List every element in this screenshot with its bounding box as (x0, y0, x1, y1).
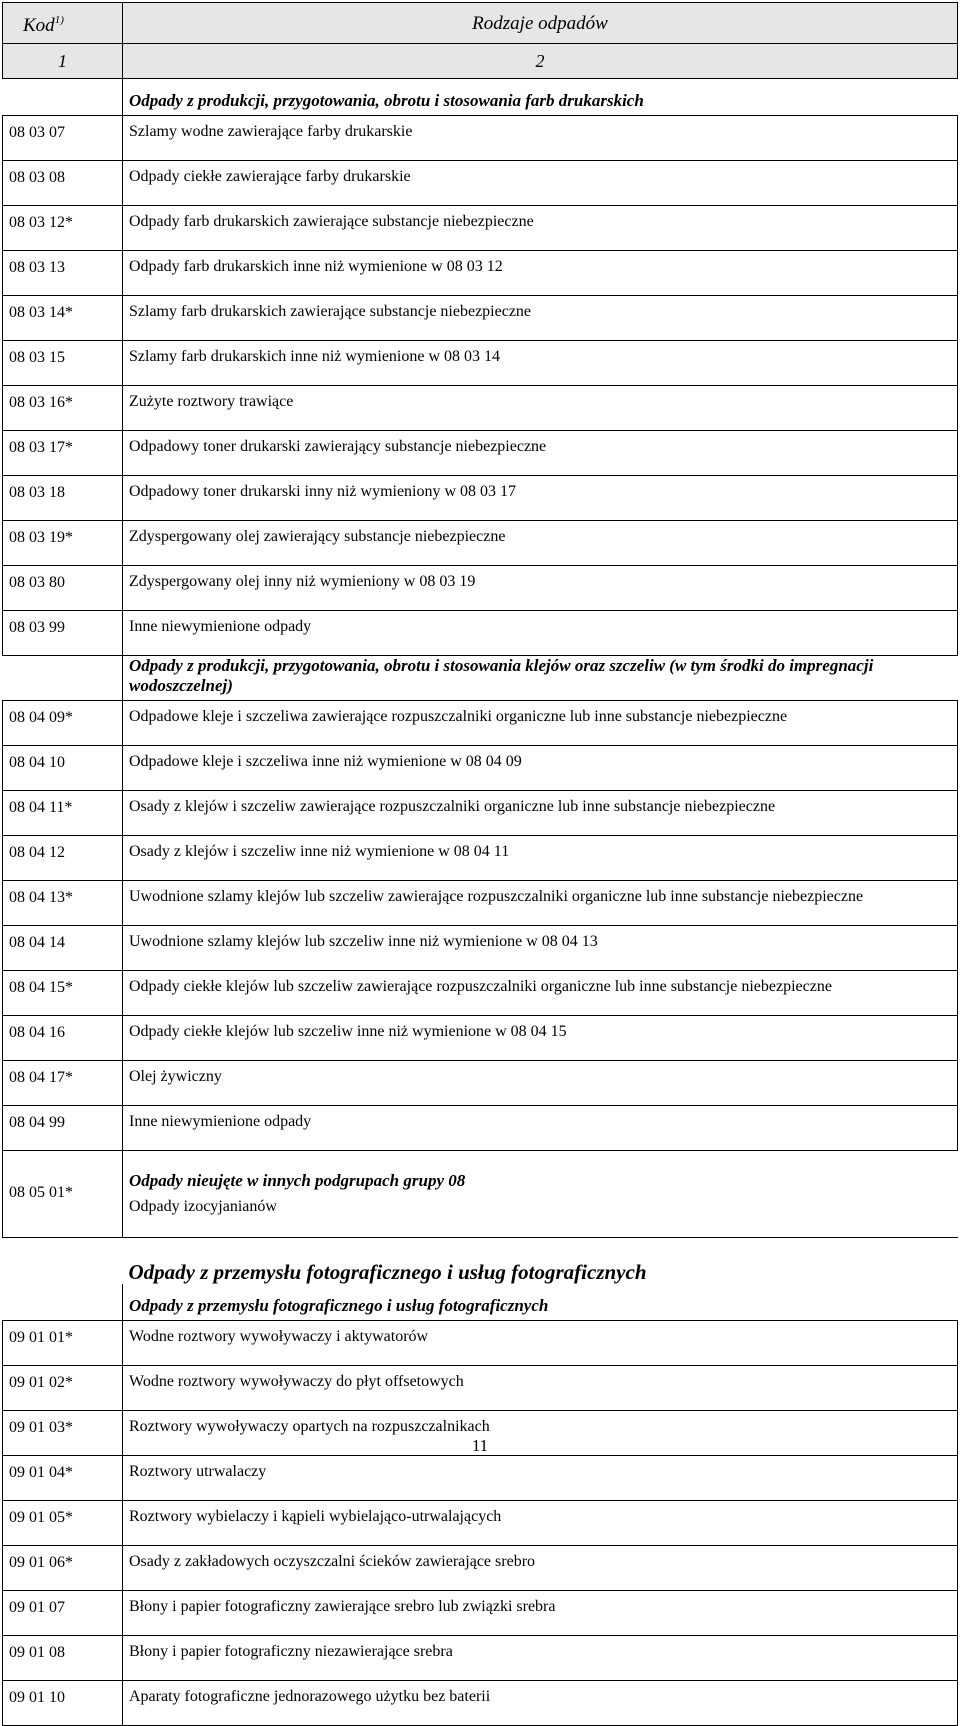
waste-description: Zdyspergowany olej zawierający substancje niebezpieczne (123, 521, 958, 566)
waste-description: Zdyspergowany olej inny niż wymieniony w 08 03 19 (123, 566, 958, 611)
table-row (3, 1681, 958, 1726)
waste-description: Olej żywiczny (123, 1061, 958, 1106)
waste-code: 08 04 12 (3, 836, 123, 881)
heading-spacer (3, 656, 123, 701)
waste-code: 08 04 15* (3, 971, 123, 1016)
waste-code: 08 04 10 (3, 746, 123, 791)
code-header-footnote: 1) (54, 14, 64, 26)
waste-code: 08 03 14* (3, 296, 123, 341)
waste-description: Roztwory wybielaczy i kąpieli wybielająco-utrwalających (123, 1501, 958, 1546)
table-row (3, 746, 958, 791)
subgroup-heading-row (3, 1284, 958, 1321)
table-row (3, 836, 958, 881)
waste-description: Odpady ciekłe klejów lub szczeliw zawierające rozpuszczalniki organiczne lub inne substancje niebezpieczne (123, 971, 958, 1016)
table-row (3, 1546, 958, 1591)
waste-code: 08 04 13* (3, 881, 123, 926)
subgroup-heading: Odpady z przemysłu fotograficznego i usług fotograficznych (123, 1284, 958, 1321)
waste-description: Odpadowy toner drukarski zawierający substancje niebezpieczne (123, 431, 958, 476)
waste-code: 08 03 17* (3, 431, 123, 476)
table-row (3, 701, 958, 746)
table-row (3, 791, 958, 836)
waste-description: Roztwory wywoływaczy opartych na rozpuszczalnikach (123, 1411, 958, 1456)
waste-code: 08 03 13 (3, 251, 123, 296)
waste-description: Odpady farb drukarskich inne niż wymienione w 08 03 12 (123, 251, 958, 296)
chapter-heading-row (3, 1238, 958, 1285)
waste-code: 08 04 11* (3, 791, 123, 836)
table-row (3, 251, 958, 296)
waste-code: 08 03 15 (3, 341, 123, 386)
waste-code: 09 01 04* (3, 1456, 123, 1501)
waste-code: 09 01 03* (3, 1411, 123, 1456)
waste-description: Osady z klejów i szczeliw zawierające rozpuszczalniki organiczne lub inne substancje niebezpieczne (123, 791, 958, 836)
chapter-heading: Odpady z przemysłu fotograficznego i usług fotograficznych (128, 1260, 647, 1284)
table-row (3, 926, 958, 971)
subgroup-heading: Odpady nieujęte w innych podgrupach grupy 08 (123, 1151, 958, 1196)
waste-code: 08 03 19* (3, 521, 123, 566)
waste-code: 08 03 80 (3, 566, 123, 611)
table-row (3, 1366, 958, 1411)
table-row (3, 566, 958, 611)
waste-code: 08 03 18 (3, 476, 123, 521)
waste-description: Szlamy farb drukarskich zawierające substancje niebezpieczne (123, 296, 958, 341)
waste-description: Odpadowe kleje i szczeliwa inne niż wymienione w 08 04 09 (123, 746, 958, 791)
waste-code: 09 01 07 (3, 1591, 123, 1636)
table-row (3, 1636, 958, 1681)
waste-description: Błony i papier fotograficzny niezawierające srebra (123, 1636, 958, 1681)
waste-description: Zużyte roztwory trawiące (123, 386, 958, 431)
table-row (3, 476, 958, 521)
subgroup-heading-row (3, 1151, 958, 1196)
waste-code: 08 04 17* (3, 1061, 123, 1106)
subgroup-heading: Odpady z produkcji, przygotowania, obrotu i stosowania klejów oraz szczeliw (w tym środki do impregnacji wodoszczelnej) (123, 656, 958, 701)
waste-description: Odpady ciekłe zawierające farby drukarskie (123, 161, 958, 206)
table-row (3, 1321, 958, 1366)
table-row (3, 296, 958, 341)
table-row (3, 206, 958, 251)
waste-code: 09 01 08 (3, 1636, 123, 1681)
waste-code: 08 04 99 (3, 1106, 123, 1151)
waste-code: 08 04 14 (3, 926, 123, 971)
waste-description: Odpadowy toner drukarski inny niż wymieniony w 08 03 17 (123, 476, 958, 521)
table-row (3, 1195, 958, 1238)
types-column-header: Rodzaje odpadów (123, 3, 958, 44)
waste-code: 09 01 02* (3, 1366, 123, 1411)
table-row (3, 1456, 958, 1501)
waste-description: Szlamy farb drukarskich inne niż wymienione w 08 03 14 (123, 341, 958, 386)
waste-code: 09 01 01* (3, 1321, 123, 1366)
table-header-row (3, 3, 958, 44)
table-row (3, 431, 958, 476)
heading-spacer (3, 1238, 123, 1285)
table-row (3, 521, 958, 566)
waste-description: Odpady izocyjanianów (123, 1195, 958, 1238)
subgroup-heading: Odpady z produkcji, przygotowania, obrotu i stosowania farb drukarskich (123, 79, 958, 116)
table-row (3, 341, 958, 386)
waste-description: Szlamy wodne zawierające farby drukarskie (123, 116, 958, 161)
document-page (2, 2, 958, 1726)
waste-description: Uwodnione szlamy klejów lub szczeliw inne niż wymienione w 08 04 13 (123, 926, 958, 971)
table-row (3, 611, 958, 656)
waste-description: Inne niewymienione odpady (123, 1106, 958, 1151)
table-row (3, 1016, 958, 1061)
code-header-label: Kod (23, 15, 55, 36)
waste-description: Uwodnione szlamy klejów lub szczeliw zawierające rozpuszczalniki organiczne lub inne substancje niebezpieczne (123, 881, 958, 926)
waste-code: 08 03 08 (3, 161, 123, 206)
table-row (3, 1501, 958, 1546)
table-row (3, 116, 958, 161)
column-number-row (3, 44, 958, 79)
page-number: 11 (471, 1436, 489, 1455)
subgroup-heading-row (3, 656, 958, 701)
waste-code: 09 01 10 (3, 1681, 123, 1726)
waste-description: Wodne roztwory wywoływaczy i aktywatorów (123, 1321, 958, 1366)
waste-code: 09 01 06* (3, 1546, 123, 1591)
waste-code: 08 04 16 (3, 1016, 123, 1061)
waste-code: 08 04 09* (3, 701, 123, 746)
waste-code: 08 03 16* (3, 386, 123, 431)
waste-description: Odpady ciekłe klejów lub szczeliw inne niż wymienione w 08 04 15 (123, 1016, 958, 1061)
heading-spacer (3, 79, 123, 116)
waste-description: Osady z klejów i szczeliw inne niż wymienione w 08 04 11 (123, 836, 958, 881)
table-row (3, 161, 958, 206)
table-row (3, 1591, 958, 1636)
waste-description: Roztwory utrwalaczy (123, 1456, 958, 1501)
subgroup-heading-row (3, 79, 958, 116)
waste-catalogue-table (2, 2, 958, 1726)
waste-code: 09 01 05* (3, 1501, 123, 1546)
table-body (3, 79, 958, 1726)
column-number-2: 2 (123, 44, 958, 79)
waste-code: 08 03 07 (3, 116, 123, 161)
waste-description: Wodne roztwory wywoływaczy do płyt offsetowych (123, 1366, 958, 1411)
table-row (3, 1106, 958, 1151)
column-number-1: 1 (3, 44, 123, 79)
waste-description: Błony i papier fotograficzny zawierające srebro lub związki srebra (123, 1591, 958, 1636)
waste-description: Odpadowe kleje i szczeliwa zawierające rozpuszczalniki organiczne lub inne substancje niebezpieczne (123, 701, 958, 746)
heading-spacer (3, 1284, 123, 1321)
waste-code: 08 05 01* (3, 1151, 123, 1238)
waste-code: 08 03 99 (3, 611, 123, 656)
waste-description: Odpady farb drukarskich zawierające substancje niebezpieczne (123, 206, 958, 251)
code-column-header (3, 3, 123, 44)
table-row (3, 386, 958, 431)
waste-description: Inne niewymienione odpady (123, 611, 958, 656)
waste-code: 08 03 12* (3, 206, 123, 251)
waste-description: Osady z zakładowych oczyszczalni ścieków zawierające srebro (123, 1546, 958, 1591)
waste-description: Aparaty fotograficzne jednorazowego użytku bez baterii (123, 1681, 958, 1726)
table-row (3, 971, 958, 1016)
table-row (3, 881, 958, 926)
table-row (3, 1061, 958, 1106)
